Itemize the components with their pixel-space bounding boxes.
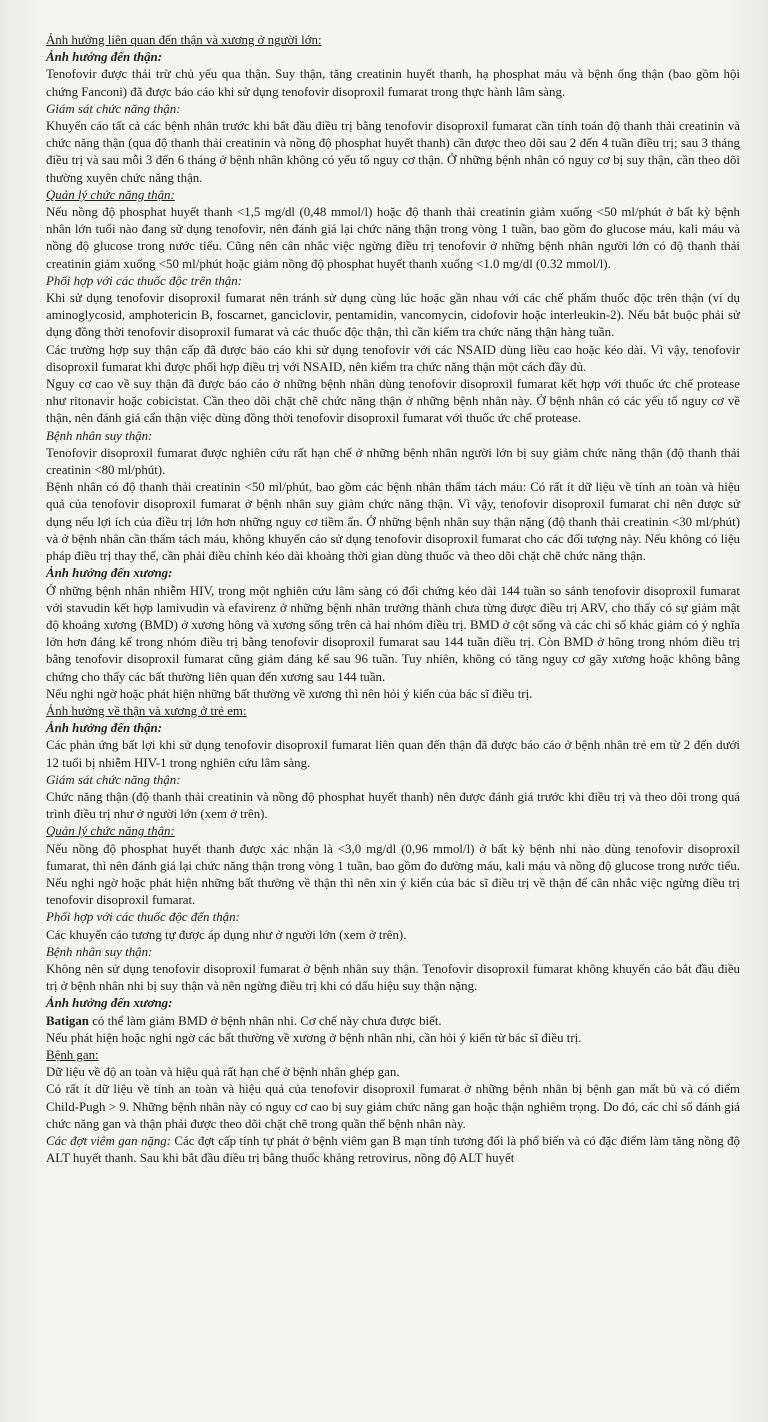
subsection-heading: Phối hợp với các thuốc độc trên thận: — [46, 273, 242, 288]
paragraph: Nếu nồng độ phosphat huyết thanh được xác nhận là <3,0 mg/dl (0,96 mmol/l) ở bất kỳ bệnh nhi nào dùng tenofovir disoproxil fumarat, thì nên đánh giá lại chức năng thận trong vòng 1 tuần, bao gồm đo đường máu, kali máu và nồng độ glucose trong nước tiểu. Nếu nghi ngờ hoặc phát hiện những bất thường về thận thì nên xin ý kiến của bác sĩ điều trị về thận để cân nhắc việc ngừng điều trị tenofovir disoproxil fumarat. — [46, 841, 740, 908]
paragraph-text: có thể làm giảm BMD ở bệnh nhân nhi. Cơ chế này chưa được biết. — [88, 1013, 442, 1028]
paragraph: Khuyến cáo tất cả các bệnh nhân trước khi bắt đầu điều trị bằng tenofovir disoproxil fumarat cần tính toán độ thanh thải creatinin và chức năng thận (qua độ thanh thải creatinin và nồng độ phosphat huyết thanh) cần được theo dõi sau 2 đến 4 tuần điều trị; sau 3 tháng điều trị và sau mỗi 3 đến 6 tháng ở bệnh nhân không có yếu tố nguy cơ thận. Ở những bệnh nhân có nguy cơ bị suy thận, cần theo dõi thường xuyên chức năng thận. — [46, 119, 740, 185]
paragraph: Các khuyến cáo tương tự được áp dụng như ở người lớn (xem ở trên). — [46, 927, 407, 942]
paragraph: Các phản ứng bất lợi khi sử dụng tenofovir disoproxil fumarat liên quan đến thận đã được báo cáo ở bệnh nhân trẻ em từ 2 đến dưới 12 tuổi bị nhiễm HIV-1 trong nghiên cứu lâm sàng. — [46, 738, 740, 770]
paragraph — [46, 1013, 740, 1030]
product-name: Batigan — [46, 1013, 89, 1028]
paragraph: Nguy cơ cao về suy thận đã được báo cáo ở những bệnh nhân dùng tenofovir disoproxil fumarat kết hợp với thuốc ức chế protease như ritonavir hoặc cobicistat. Cần theo dõi chặt chẽ chức năng thận ở những bệnh nhân này. Ở bệnh nhân có các yếu tố nguy cơ về thận, nên đánh giá cẩn thận việc dùng đồng thời tenofovir disoproxil fumarat với thuốc ức chế protease. — [46, 377, 740, 426]
subsection-heading: Ảnh hưởng đến thận: — [46, 50, 163, 65]
subsection-heading: Quản lý chức năng thận: — [46, 187, 175, 202]
paragraph: Tenofovir disoproxil fumarat được nghiên cứu rất hạn chế ở những bệnh nhân người lớn bị suy giảm chức năng thận (độ thanh thải creatinin <80 ml/phút). — [46, 445, 740, 478]
subsection-heading: Phối hợp với các thuốc độc đến thận: — [46, 910, 240, 925]
paragraph: Nếu nghi ngờ hoặc phát hiện những bất thường về xương thì nên hỏi ý kiến của bác sĩ điều trị. — [46, 686, 533, 701]
paragraph: Khi sử dụng tenofovir disoproxil fumarat nên tránh sử dụng cùng lúc hoặc gần nhau với các chế phẩm thuốc độc trên thận (ví dụ aminoglycosid, amphotericin B, foscarnet, ganciclovir, pentamidin, vancomycin, cidofovir hoặc interleukin-2). Nếu bắt buộc phải sử dụng đồng thời tenofovir disoproxil fumarat và các thuốc độc thận, thì cần kiểm tra chức năng thận hàng tuần. — [46, 291, 740, 340]
subsection-heading: Ảnh hưởng đến thận: — [46, 721, 163, 736]
paragraph: Tenofovir được thải trừ chủ yếu qua thận. Suy thận, tăng creatinin huyết thanh, hạ phosphat máu và bệnh ống thận (bao gồm hội chứng Fanconi) đã được báo cáo khi sử dụng tenofovir disoproxil fumarat trong thực hành lâm sàng. — [46, 67, 740, 99]
paragraph — [46, 1133, 740, 1167]
subsection-heading: Giám sát chức năng thận: — [46, 772, 181, 787]
subsection-heading: Ảnh hưởng đến xương: — [46, 566, 173, 581]
paragraph: Dữ liệu về độ an toàn và hiệu quả rất hạn chế ở bệnh nhân ghép gan. — [46, 1065, 400, 1080]
paragraph: Nếu nồng độ phosphat huyết thanh <1,5 mg/dl (0,48 mmol/l) hoặc độ thanh thải creatinin giảm xuống <50 ml/phút ở bất kỳ bệnh nhân lớn tuổi nào đang sử dụng tenofovir, nên đánh giá lại chức năng thận trong vòng 1 tuần, bao gồm đo glucose máu, kali máu và nồng độ glucose trong nước tiểu. Cũng nên cân nhắc việc ngừng điều trị tenofovir ở những bệnh nhân người lớn có độ thanh thải creatinin giảm xuống <50 ml/phút hoặc giảm nồng độ phosphat huyết thanh xuống <1.0 mg/dl (0.32 mmol/l). — [46, 205, 740, 271]
section-heading: Bệnh gan: — [46, 1047, 99, 1062]
paragraph: Ở những bệnh nhân nhiễm HIV, trong một nghiên cứu lâm sàng có đối chứng kéo dài 144 tuần so sánh tenofovir disoproxil fumarat với stavudin kết hợp lamivudin và efavirenz ở những bệnh nhân trưởng thành chưa từng được điều trị ARV, cho thấy có sự giảm mật độ khoáng xương (BMD) ở xương hông và xương sống trên cả hai nhóm điều trị. BMD ở cột sống và các chỉ số khác giảm có ý nghĩa lớn hơn đáng kể trong nhóm điều trị bằng tenofovir disoproxil fumarat sau 144 tuần điều trị. Còn BMD ở hông trong nhóm điều trị bằng tenofovir disoproxil fumarat cũng giảm đáng kể sau 96 tuần. Tuy nhiên, không có tăng nguy cơ gãy xương hoặc không bằng chứng cho thấy các bất thường liên quan đến xương sau 144 tuần. — [46, 583, 740, 684]
subsection-heading: Giám sát chức năng thận: — [46, 101, 181, 116]
paragraph: Các trường hợp suy thận cấp đã được báo cáo khi sử dụng tenofovir với các NSAID dùng liều cao hoặc kéo dài. Vì vậy, tenofovir disoproxil fumarat khi được phối hợp điều trị với NSAID, nên kiểm tra chức năng thận một cách đầy đủ. — [46, 342, 740, 374]
paragraph: Chức năng thận (độ thanh thải creatinin và nồng độ phosphat huyết thanh) nên được đánh giá trước khi điều trị và theo dõi trong quá trình điều trị như ở người lớn (xem ở trên). — [46, 789, 740, 822]
subsection-heading: Quản lý chức năng thận: — [46, 824, 175, 839]
document-body — [46, 32, 740, 1167]
paragraph-text: Các đợt cấp tính tự phát ở bệnh viêm gan B mạn tính tương đối là phổ biến và có đặc điểm làm tăng nồng độ ALT huyết thanh. Sau khi bắt đầu điều trị bằng thuốc kháng retrovirus, nồng độ ALT huyết — [46, 1134, 740, 1166]
paragraph: Bệnh nhân có độ thanh thải creatinin <50 ml/phút, bao gồm các bệnh nhân thẩm tách máu: Có rất ít dữ liệu về tính an toàn và hiệu quả của tenofovir disoproxil fumarat ở bệnh nhân suy giảm chức năng thận. Vì vậy, tenofovir disoproxil fumarat chỉ nên được sử dụng nếu lợi ích của điều trị lớn hơn những nguy cơ tiềm ẩn. Ở những bệnh nhân suy thận nặng (độ thanh thải creatinin <30 ml/phút) và ở bệnh nhân cần thẩm tách máu, không khuyến cáo sử dụng tenofovir disoproxil fumarat cho các đối tượng này. Nếu không có liệu pháp điều trị thay thế, cần phải điều chỉnh kéo dài khoảng thời gian dùng thuốc và theo dõi chặt chẽ chức năng thận. — [46, 480, 740, 564]
section-heading: Ảnh hưởng về thận và xương ở trẻ em: — [46, 703, 247, 718]
subsection-heading: Bệnh nhân suy thận: — [46, 944, 153, 959]
paragraph: Có rất ít dữ liệu về tính an toàn và hiệu quả của tenofovir disoproxil fumarat ở những bệnh nhân bị bệnh gan mất bù và có điểm Child-Pugh > 9. Những bệnh nhân này có nguy cơ cao bị suy giảm chức năng gan hoặc thận nghiêm trọng. Do đó, các chỉ số đánh giá chức năng gan và thận phải được theo dõi chặt chẽ trong quần thể bệnh nhân này. — [46, 1082, 740, 1131]
subsection-heading: Ảnh hưởng đến xương: — [46, 996, 173, 1011]
paragraph: Không nên sử dụng tenofovir disoproxil fumarat ở bệnh nhân suy thận. Tenofovir disoproxil fumarat không khuyến cáo bắt đầu điều trị ở bệnh nhân nhi bị suy thận và nên ngừng điều trị khi có dấu hiệu suy thận nặng. — [46, 961, 740, 994]
paragraph-lead: Các đợt viêm gan nặng: — [46, 1134, 172, 1148]
paragraph: Nếu phát hiện hoặc nghi ngờ các bất thường về xương ở bệnh nhân nhi, cần hỏi ý kiến từ bác sĩ điều trị. — [46, 1030, 582, 1045]
subsection-heading: Bệnh nhân suy thận: — [46, 428, 153, 443]
section-heading: Ảnh hưởng liên quan đến thận và xương ở người lớn: — [46, 33, 322, 47]
